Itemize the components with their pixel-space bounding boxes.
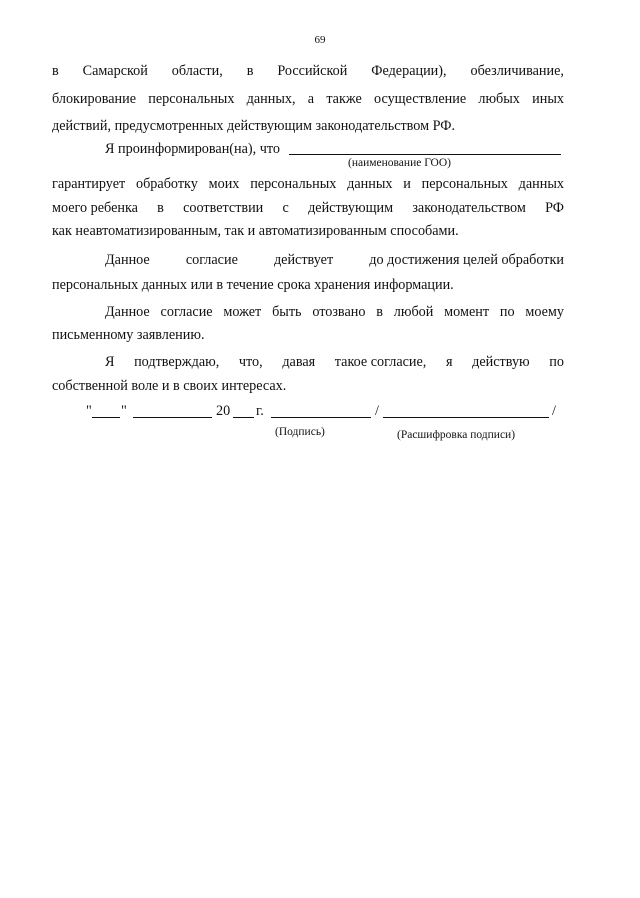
paragraph-4-line-1 bbox=[105, 303, 564, 321]
paragraph-1-line-1 bbox=[52, 62, 564, 80]
word: может bbox=[223, 304, 262, 320]
signature-decoding-caption: (Расшифровка подписи) bbox=[397, 429, 516, 441]
word: быть bbox=[272, 304, 302, 320]
word: действующим bbox=[308, 200, 394, 216]
word: Российской bbox=[277, 63, 348, 79]
word: любой bbox=[393, 304, 434, 320]
word: обработку bbox=[136, 176, 198, 192]
year-suffix: г. bbox=[256, 403, 264, 419]
day-field[interactable] bbox=[92, 417, 120, 418]
word: согласие bbox=[160, 304, 213, 320]
word: Я bbox=[105, 354, 115, 370]
word: законодательством bbox=[412, 200, 526, 216]
word: момент bbox=[444, 304, 490, 320]
word: по bbox=[499, 304, 515, 320]
word: Федерации), bbox=[371, 63, 447, 79]
year-field[interactable] bbox=[233, 417, 254, 418]
word: и bbox=[403, 176, 411, 192]
paragraph-1-line-3: действий, предусмотренных действующим законодательством РФ. bbox=[52, 118, 456, 134]
word: моих bbox=[208, 176, 240, 192]
word: Самарской bbox=[82, 63, 148, 79]
word: в bbox=[157, 200, 164, 216]
word: отозвано bbox=[312, 304, 366, 320]
word: данных bbox=[518, 176, 564, 192]
word: области, bbox=[171, 63, 223, 79]
word: такое согласие, bbox=[334, 354, 427, 370]
word: что, bbox=[238, 354, 263, 370]
paragraph-2-line-2 bbox=[52, 175, 564, 193]
paragraph-4-line-2: письменному заявлению. bbox=[52, 327, 205, 343]
word: обезличивание, bbox=[470, 63, 564, 79]
word: гарантирует bbox=[52, 176, 126, 192]
word: давая bbox=[282, 354, 316, 370]
day-quote-close: " bbox=[121, 403, 127, 419]
word: подтверждаю, bbox=[134, 354, 220, 370]
word: с bbox=[282, 200, 289, 216]
word: любых bbox=[478, 91, 520, 107]
paragraph-2-line-4: как неавтоматизированным, так и автоматизированным способами. bbox=[52, 223, 459, 239]
word: в bbox=[246, 63, 254, 79]
word: персональных bbox=[148, 91, 235, 107]
word: действую bbox=[472, 354, 530, 370]
word: персональных bbox=[421, 176, 508, 192]
organization-name-caption: (наименование ГОО) bbox=[348, 157, 452, 169]
paragraph-3-line-1 bbox=[105, 251, 564, 269]
word: осуществление bbox=[374, 91, 467, 107]
year-prefix: 20 bbox=[216, 403, 231, 419]
word: а bbox=[307, 91, 315, 107]
paragraph-3-line-2: персональных данных или в течение срока хранения информации. bbox=[52, 277, 454, 293]
month-field[interactable] bbox=[133, 417, 212, 418]
signature-slash-1: / bbox=[375, 403, 379, 419]
word: в bbox=[376, 304, 383, 320]
word: данных, bbox=[246, 91, 296, 107]
signature-slash-2: / bbox=[552, 403, 556, 419]
word: до достижения целей обработки bbox=[369, 252, 564, 268]
word: РФ bbox=[545, 200, 564, 216]
word: соответствии bbox=[183, 200, 264, 216]
word: иных bbox=[532, 91, 564, 107]
word: действует bbox=[273, 252, 334, 268]
word: согласие bbox=[185, 252, 238, 268]
word: данных bbox=[347, 176, 393, 192]
word: Данное bbox=[105, 252, 150, 268]
signature-field[interactable] bbox=[271, 417, 371, 418]
organization-name-field[interactable] bbox=[289, 154, 561, 155]
word: в bbox=[52, 63, 59, 79]
paragraph-5-line-2: собственной воле и в своих интересах. bbox=[52, 378, 287, 394]
word: персональных bbox=[250, 176, 337, 192]
paragraph-1-line-2 bbox=[52, 90, 564, 108]
word: также bbox=[326, 91, 362, 107]
signature-caption: (Подпись) bbox=[275, 426, 325, 438]
page-number: 69 bbox=[314, 34, 326, 46]
paragraph-5-line-1 bbox=[105, 353, 564, 371]
day-quote-open: " bbox=[86, 403, 92, 419]
paragraph-2-intro: Я проинформирован(на), что bbox=[105, 141, 280, 157]
signature-decoding-field[interactable] bbox=[383, 417, 549, 418]
word: Данное bbox=[105, 304, 150, 320]
word: я bbox=[445, 354, 453, 370]
paragraph-2-line-3 bbox=[52, 199, 564, 217]
word: по bbox=[549, 354, 564, 370]
word: моего ребенка bbox=[52, 200, 138, 216]
word: блокирование bbox=[52, 91, 137, 107]
word: моему bbox=[525, 304, 564, 320]
